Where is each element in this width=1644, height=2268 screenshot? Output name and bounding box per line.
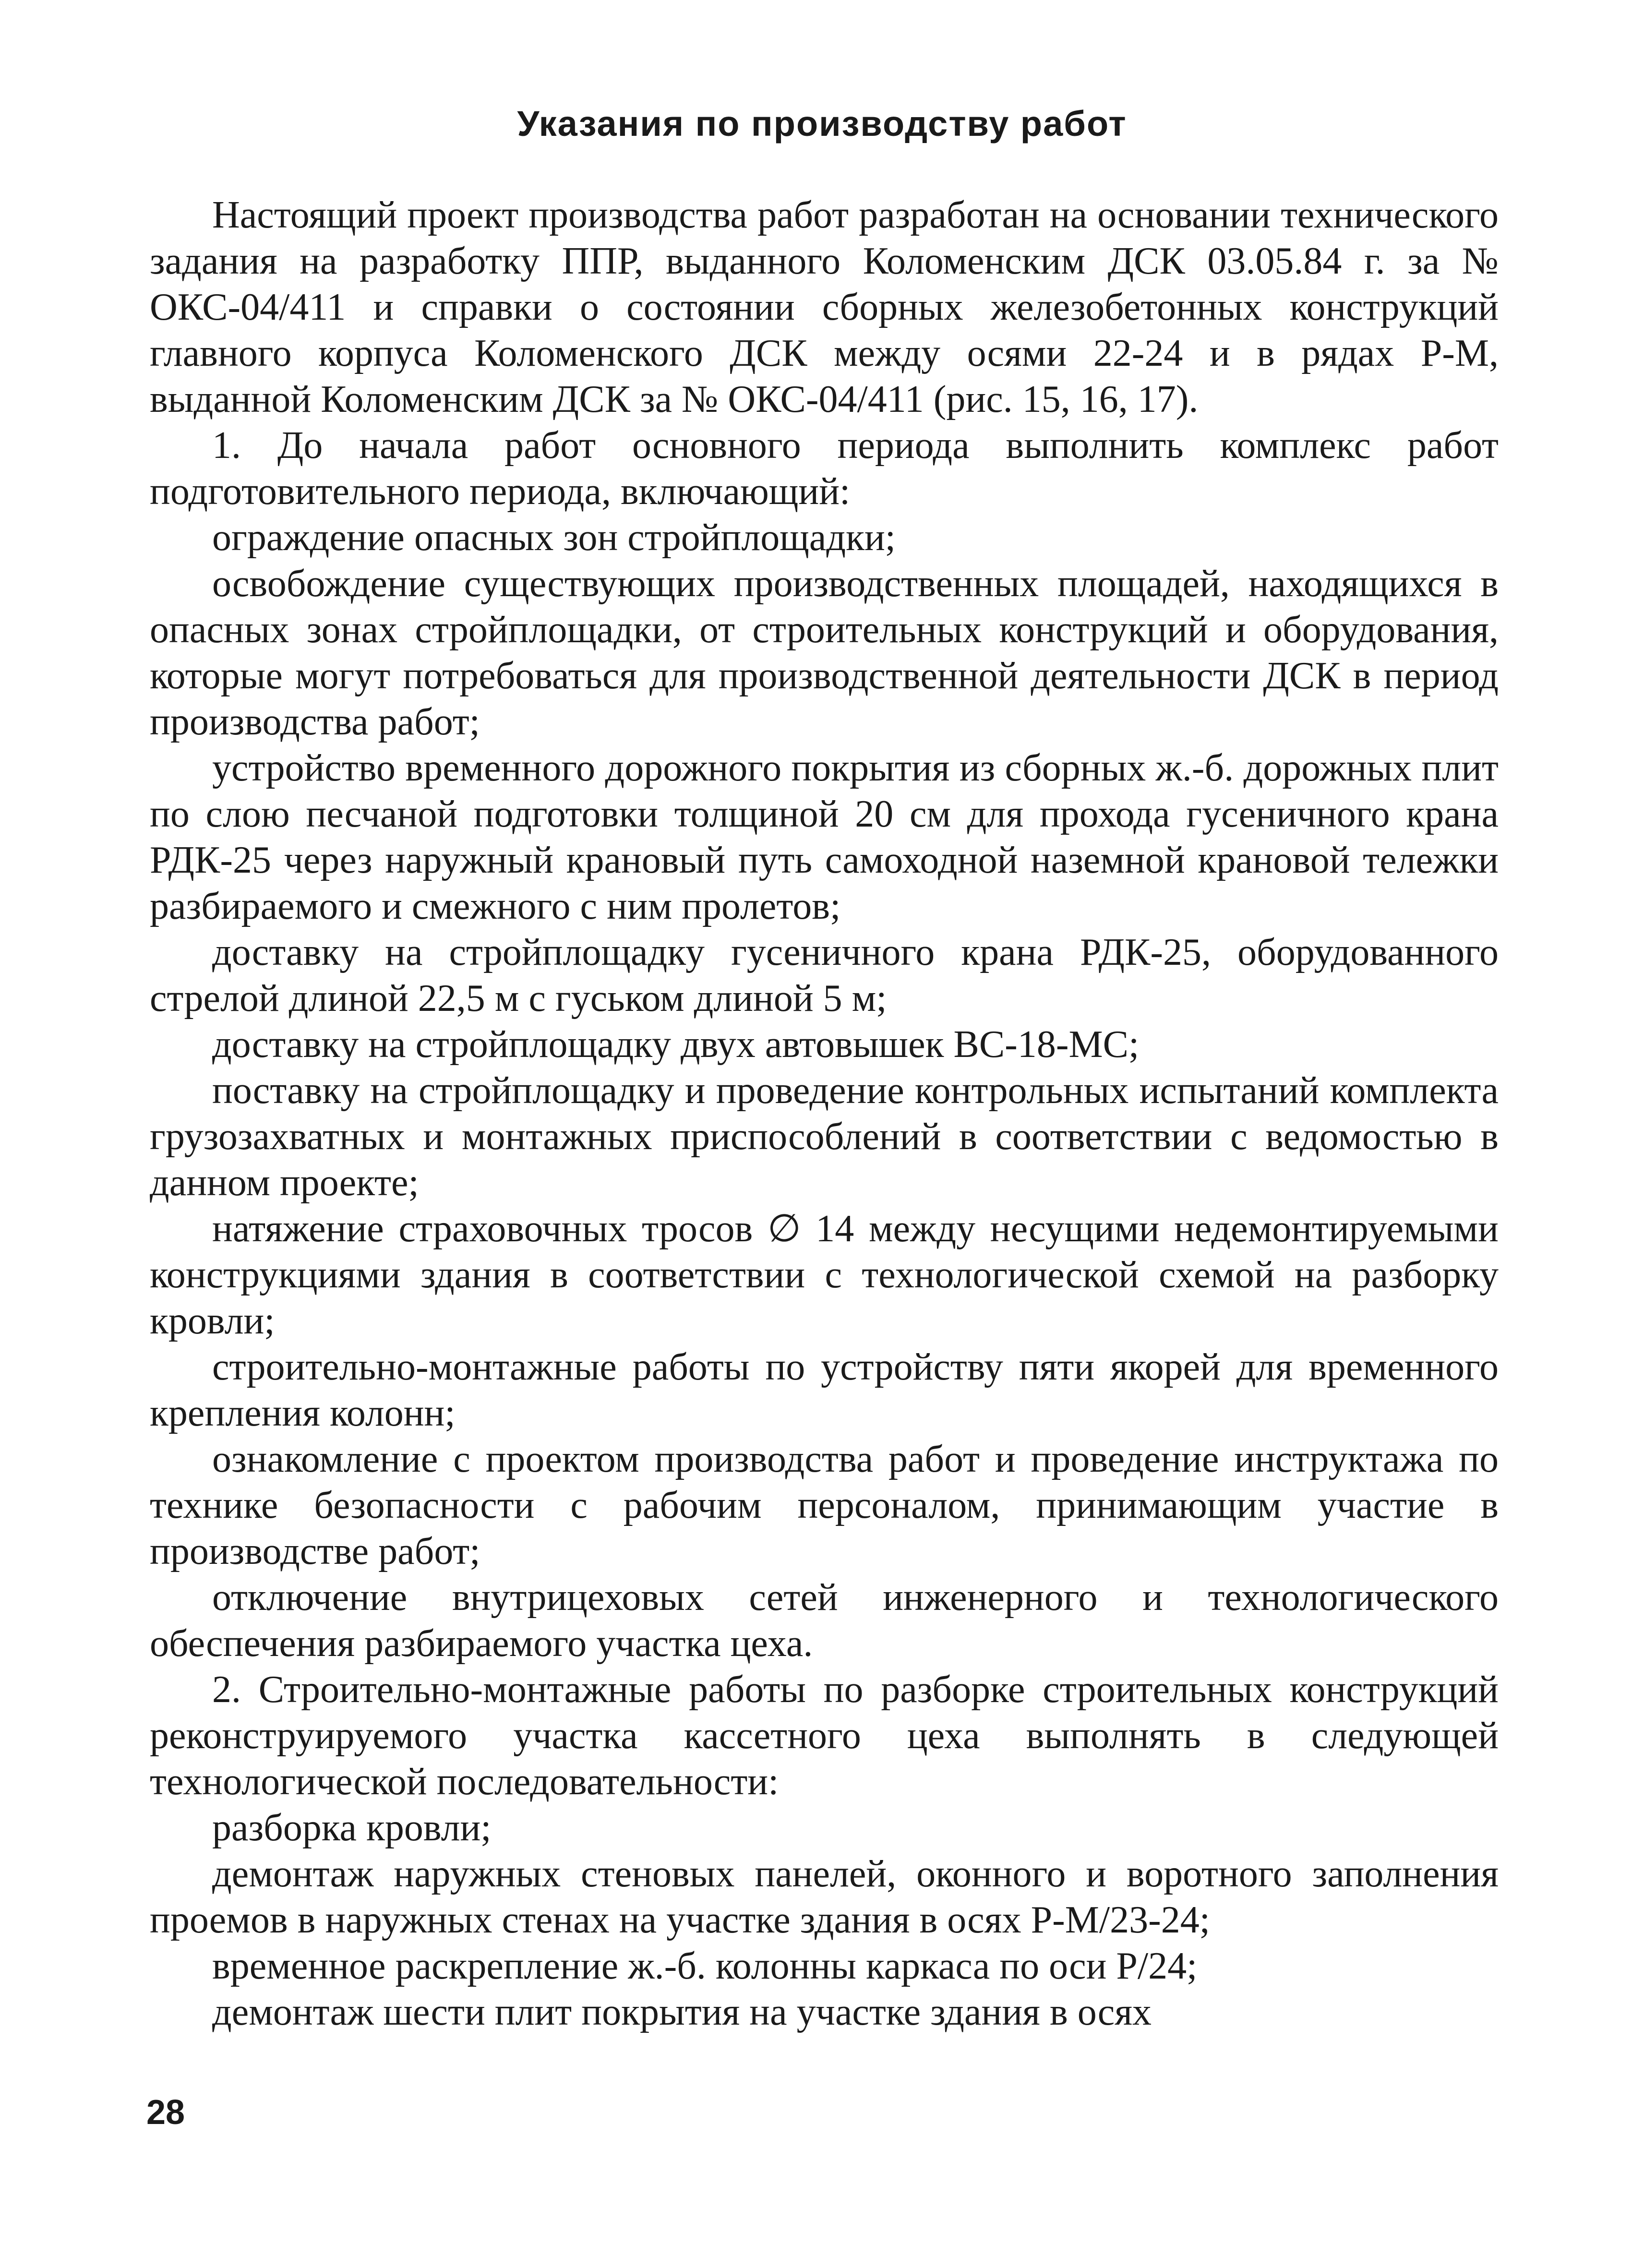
list-item: отключение внутрицеховых сетей инженерного и технологического обеспечения разбираемого участка цеха. — [150, 1576, 1499, 1665]
section-2-heading: 2. Строительно-монтажные работы по разборке строительных конструкций реконструируемого участка кассетного цеха выполнять в следующей технологической последовательности: — [150, 1668, 1499, 1803]
document-body — [150, 192, 1499, 2035]
intro-paragraph: Настоящий проект производства работ разработан на основании технического задания на разработку ППР, выданного Коломенским ДСК 03.05.84 г. за № ОКС-04/411 и справки о состоянии сборных железобетонных конструкций главного корпуса Коломенского ДСК между осями 22-24 и в рядах Р-М, выданной Коломенским ДСК за № ОКС-04/411 (рис. 15, 16, 17). — [150, 194, 1499, 420]
list-item: поставку на стройплощадку и проведение контрольных испытаний комплекта грузозахватных и монтажных приспособлений в соответствии с ведомостью в данном проекте; — [150, 1069, 1499, 1204]
list-item: строительно-монтажные работы по устройству пяти якорей для временного крепления колонн; — [150, 1346, 1499, 1434]
list-item: демонтаж наружных стеновых панелей, оконного и воротного заполнения проемов в наружных стенах на участке здания в осях Р-М/23-24; — [150, 1853, 1499, 1941]
page-title: Указания по производству работ — [517, 104, 1127, 144]
page-number: 28 — [146, 2093, 185, 2132]
list-item: устройство временного дорожного покрытия из сборных ж.-б. дорожных плит по слою песчаной подготовки толщиной 20 см для прохода гусеничного крана РДК-25 через наружный крановый путь самоходной наземной крановой тележки разбираемого и смежного с ним пролетов; — [150, 747, 1499, 927]
list-item: освобождение существующих производственных площадей, находящихся в опасных зонах стройплощадки, от строительных конструкций и оборудования, которые могут потребоваться для производственной деятельности ДСК в период производства работ; — [150, 563, 1499, 743]
list-item: натяжение страховочных тросов ∅ 14 между несущими недемонтируемыми конструкциями здания в соответствии с технологической схемой на разборку кровли; — [150, 1208, 1499, 1342]
list-item: демонтаж шести плит покрытия на участке здания в осях — [212, 1991, 1152, 2033]
section-1-heading: 1. До начала работ основного периода выполнить комплекс работ подготовительного периода, включающий: — [150, 424, 1499, 513]
list-item: ограждение опасных зон стройплощадки; — [212, 516, 896, 559]
list-item: ознакомление с проектом производства работ и проведение инструктажа по технике безопасности с рабочим персоналом, принимающим участие в производстве работ; — [150, 1438, 1499, 1572]
list-item: временное раскрепление ж.-б. колонны каркаса по оси Р/24; — [212, 1945, 1198, 1987]
list-item: доставку на стройплощадку гусеничного крана РДК-25, оборудованного стрелой длиной 22,5 м с гуськом длиной 5 м; — [150, 931, 1499, 1020]
list-item: доставку на стройплощадку двух автовышек ВС-18-МС; — [212, 1023, 1140, 1066]
list-item: разборка кровли; — [212, 1807, 492, 1849]
